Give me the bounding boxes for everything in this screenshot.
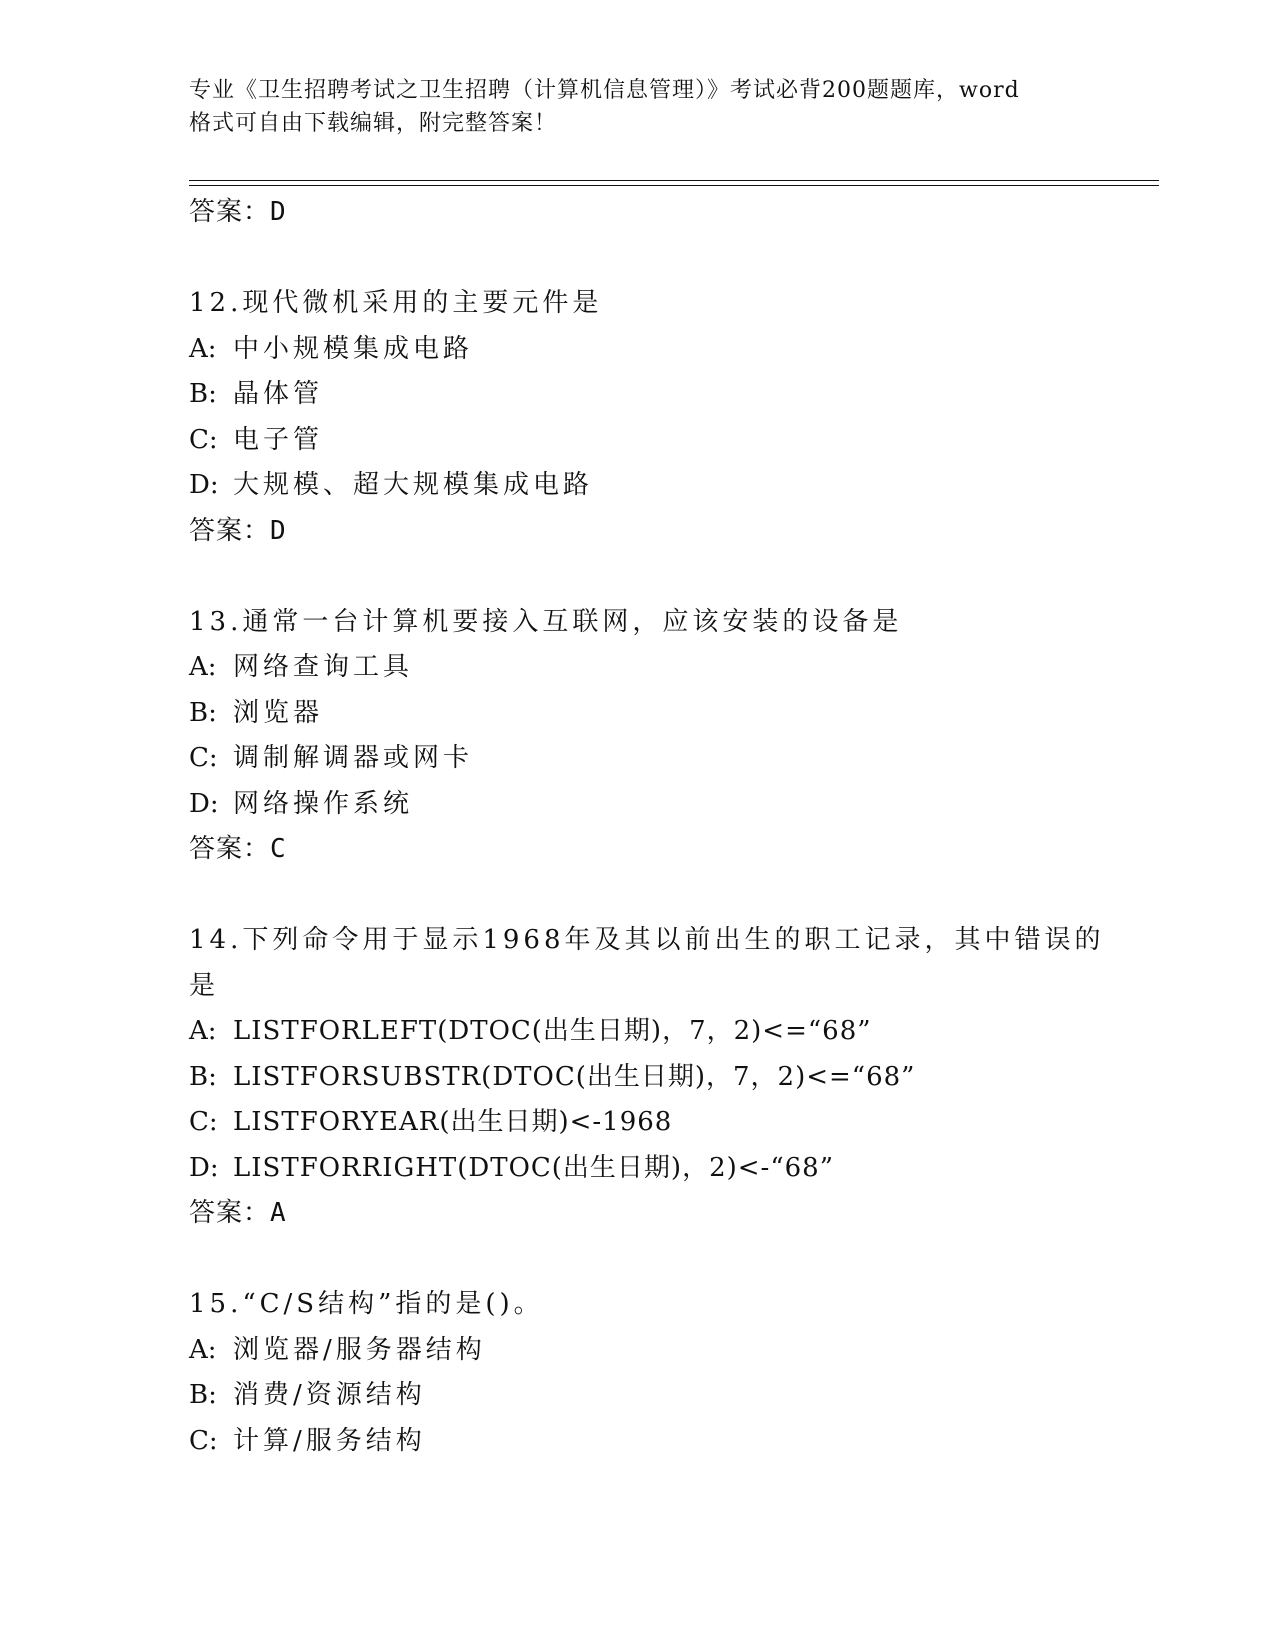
question-list bbox=[189, 190, 1105, 1464]
option-letter: C: bbox=[189, 1107, 218, 1137]
option-letter: A: bbox=[189, 333, 217, 364]
option-text: 浏览器/服务器结构 bbox=[233, 1334, 486, 1365]
option-letter: B: bbox=[189, 697, 217, 728]
option-text: 消费/资源结构 bbox=[233, 1380, 426, 1410]
option-a bbox=[189, 1009, 1089, 1055]
option-text: LISTFORYEAR(出生日期)<-1968 bbox=[233, 1107, 673, 1137]
option-text: 网络查询工具 bbox=[233, 652, 414, 682]
option-d bbox=[189, 782, 1089, 828]
previous-answer: 答案：D bbox=[189, 197, 287, 227]
question-stem: 15.“C/S结构”指的是()。 bbox=[189, 1289, 544, 1319]
question-12 bbox=[189, 281, 1089, 554]
option-letter: C: bbox=[189, 424, 218, 455]
option-letter: A: bbox=[189, 1334, 217, 1365]
option-letter: C: bbox=[189, 743, 218, 773]
option-text: 晶体管 bbox=[233, 379, 324, 409]
question-stem: 13.通常一台计算机要接入互联网，应该安装的设备是 bbox=[189, 606, 903, 637]
option-letter: B: bbox=[189, 379, 217, 409]
option-c bbox=[189, 418, 1089, 464]
question-15 bbox=[189, 1282, 1089, 1464]
option-text: 大规模、超大规模集成电路 bbox=[233, 470, 594, 500]
option-b bbox=[189, 372, 1089, 418]
header-rule-top bbox=[189, 180, 1159, 181]
option-text: 中小规模集成电路 bbox=[233, 333, 474, 364]
option-letter: C: bbox=[189, 1425, 218, 1456]
option-text: LISTFORLEFT(DTOC(出生日期)，7，2)<=“68” bbox=[233, 1016, 872, 1046]
answer: 答案：A bbox=[189, 1198, 287, 1228]
spacer bbox=[189, 236, 1089, 282]
option-c bbox=[189, 736, 1089, 782]
option-a bbox=[189, 327, 1089, 373]
option-c bbox=[189, 1419, 1089, 1465]
option-text: 网络操作系统 bbox=[233, 788, 414, 819]
header-line-1: 专业《卫生招聘考试之卫生招聘（计算机信息管理）》考试必背200题题库，word bbox=[189, 78, 1020, 103]
option-b bbox=[189, 691, 1089, 737]
spacer bbox=[189, 1237, 1089, 1283]
option-text: 浏览器 bbox=[233, 697, 324, 728]
header-line-2: 格式可自由下载编辑，附完整答案！ bbox=[189, 111, 558, 136]
header-rule-bottom bbox=[189, 185, 1159, 186]
option-text: 计算/服务结构 bbox=[233, 1425, 426, 1456]
option-c bbox=[189, 1100, 1089, 1146]
question-stem-line-1: 14.下列命令用于显示1968年及其以前出生的职工记录，其中错误的 bbox=[189, 925, 1105, 955]
option-b bbox=[189, 1055, 1089, 1101]
option-letter: D: bbox=[189, 470, 219, 500]
answer: 答案：C bbox=[189, 834, 287, 864]
option-letter: D: bbox=[189, 1152, 219, 1183]
spacer bbox=[189, 873, 1089, 919]
option-letter: A: bbox=[189, 652, 217, 682]
question-stem-line-2: 是 bbox=[189, 970, 220, 1001]
question-stem: 12.现代微机采用的主要元件是 bbox=[189, 288, 603, 318]
option-text: LISTFORSUBSTR(DTOC(出生日期)，7，2)<=“68” bbox=[233, 1061, 916, 1092]
answer: 答案：D bbox=[189, 515, 287, 546]
option-text: 电子管 bbox=[233, 424, 324, 455]
option-text: 调制解调器或网卡 bbox=[233, 743, 474, 773]
option-a bbox=[189, 1328, 1089, 1374]
option-letter: D: bbox=[189, 788, 219, 819]
option-d bbox=[189, 463, 1089, 509]
option-letter: A: bbox=[189, 1016, 217, 1046]
option-letter: B: bbox=[189, 1061, 217, 1092]
option-letter: B: bbox=[189, 1380, 217, 1410]
question-13 bbox=[189, 600, 1089, 873]
question-14 bbox=[189, 918, 1105, 1237]
option-b bbox=[189, 1373, 1089, 1419]
document-header bbox=[189, 74, 1099, 140]
spacer bbox=[189, 554, 1089, 600]
option-text: LISTFORRIGHT(DTOC(出生日期)，2)<-“68” bbox=[233, 1152, 835, 1183]
option-a bbox=[189, 645, 1089, 691]
option-d bbox=[189, 1146, 1089, 1192]
